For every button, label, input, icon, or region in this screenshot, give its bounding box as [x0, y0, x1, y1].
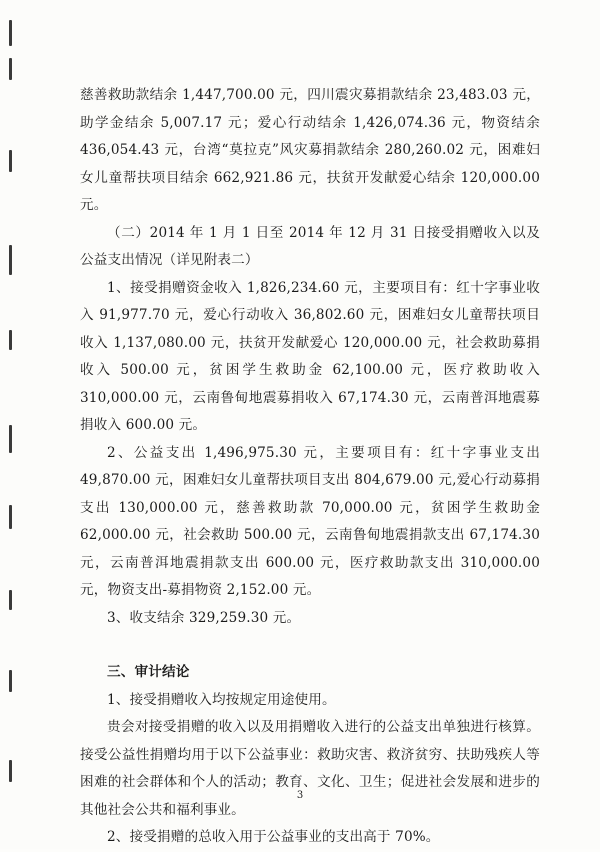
page-number: 3 [296, 790, 304, 801]
binding-marks [7, 0, 15, 849]
binding-mark [9, 590, 12, 610]
binding-mark [9, 425, 12, 453]
document-body [80, 82, 540, 852]
binding-mark [9, 150, 12, 172]
binding-mark [9, 330, 12, 350]
binding-mark [9, 505, 12, 529]
section-heading-2: （二）2014 年 1 月 1 日至 2014 年 12 月 31 日接受捐赠收入以及公益支出情况（详见附表二） [80, 224, 540, 268]
paragraph-spacer [80, 632, 540, 659]
binding-mark [9, 670, 12, 692]
paragraph-fund-balances: 慈善救助款结余 1,447,700.00 元，四川震灾募捐款结余 23,483.03 元，助学金结余 5,007.17 元；爱心行动结余 1,426,074.36 元，物资结余 436,054.43 元，台湾“莫拉克”风灾募捐款结余 280,260.02 元，困难妇女儿童帮扶项目结余 662,921.86 元，扶贫开发献爱心结余 120,000.00 元。 [80, 87, 540, 213]
paragraph-accounting-detail: 贵会对接受捐赠的收入以及用捐赠收入进行的公益支出单独进行核算。接受公益性捐赠均用于以下公益事业：救助灾害、救济贫穷、扶助残疾人等困难的社会群体和个人的活动；教育、文化、卫生；促进社会发展和进步的其他社会公共和福利事业。 [80, 719, 540, 818]
binding-mark [9, 760, 12, 782]
binding-mark [9, 245, 12, 275]
paragraph-conclusion-2: 2、接受捐赠的总收入用于公益事业的支出高于 70%。 [107, 829, 440, 845]
paragraph-donation-income: 1、接受捐赠资金收入 1,826,234.60 元，主要项目有：红十字事业收入 91,977.70 元，爱心行动收入 36,802.60 元，困难妇女儿童帮扶项目收入 1,137,080.00 元，扶贫开发献爱心 120,000.00 元，社会救助募捐收入 500.00 元，贫困学生救助金 62,100.00 元，医疗救助收入 310,000.00 元，云南鲁甸地震募捐收入 67,174.30 元，云南普洱地震募捐收入 600.00 元。 [80, 279, 540, 433]
paragraph-public-welfare-expenditure: 2、公益支出 1,496,975.30 元，主要项目有：红十字事业支出 49,870.00 元，困难妇女儿童帮扶项目支出 804,679.00 元,爱心行动募捐支出 130,000.00 元，慈善救助款 70,000.00 元，贫困学生救助金 62,000.00 元，社会救助 500.00 元，云南鲁甸地震捐款支出 67,174.30 元，云南普洱地震捐款支出 600.00 元，医疗救助款支出 310,000.00 元，物资支出-募捐物资 2,152.00 元。 [80, 444, 540, 598]
paragraph-conclusion-1: 1、接受捐赠收入均按规定用途使用。 [107, 691, 336, 708]
section-heading-audit-conclusion: 三、审计结论 [107, 664, 190, 680]
paragraph-balance: 3、收支结余 329,259.30 元。 [107, 609, 301, 626]
binding-mark [9, 20, 12, 46]
binding-mark [9, 58, 12, 80]
